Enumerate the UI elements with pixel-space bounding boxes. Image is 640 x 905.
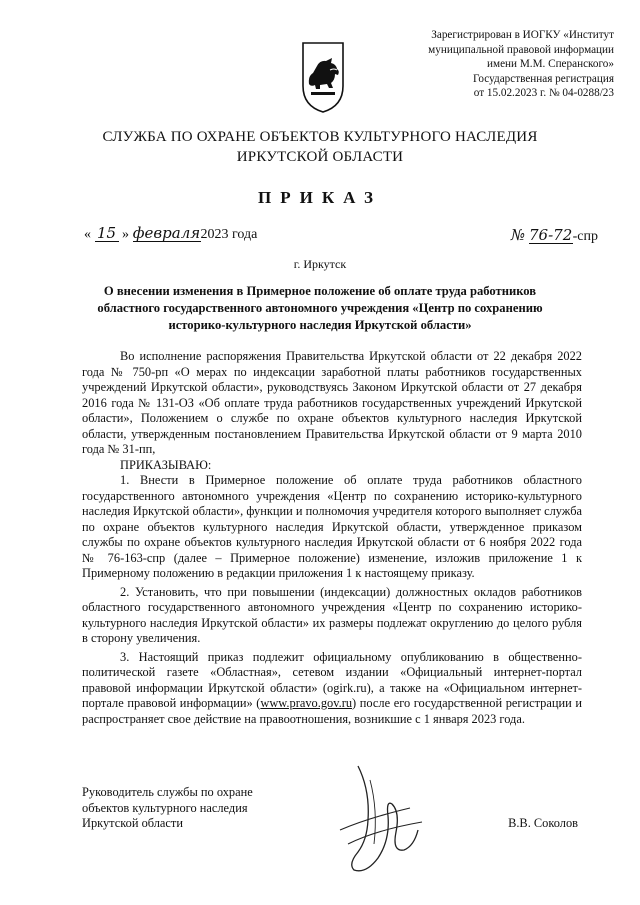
signer-position <box>82 785 253 832</box>
preamble: Во исполнение распоряжения Правительства Иркутской области от 22 декабря 2022 года № 750-рп «О мерах по индексации заработной платы работников государственных учреждений Иркутской области», руководствуясь Законом Иркутской области от 27 декабря 2016 года № 131-ОЗ «Об оплате труда работников государственных учреждений Иркутской области», Положением о службе по охране объектов культурного наследия Иркутской области, утвержденным постановлением Правительства Иркутской области от 9 марта 2010 года № 31-пп, <box>82 349 582 456</box>
item-3-text: 3. Настоящий приказ подлежит официальному опубликованию в общественно-политической газете «Областная», сетевом издании «Официальный интернет-портал правовой информации Иркутской области» (ogirk.ru), а также на «Официальном интернет-портале правовой информации» ( <box>82 649 582 710</box>
document-body <box>82 349 582 727</box>
registration-line: Зарегистрирован в ИОГКУ «Институт <box>431 29 614 41</box>
registration-line: от 15.02.2023 г. № 04-0288/23 <box>473 87 614 100</box>
date-close-quote: » <box>122 227 129 242</box>
order-word: ПРИКАЗЫВАЮ: <box>120 457 212 472</box>
item-3 <box>82 650 582 728</box>
document-title <box>60 283 580 334</box>
city: г. Иркутск <box>293 257 347 271</box>
number-sign: № <box>510 226 526 244</box>
date-month: февраля <box>132 224 201 242</box>
signer-name: В.В. Соколов <box>508 816 578 830</box>
number-value: 76-72 <box>529 226 573 244</box>
date-open-quote: « <box>84 227 91 242</box>
registration-line: Государственная регистрация <box>472 72 614 85</box>
item-1: 1. Внести в Примерное положение об оплате труда работников областного государственного автономного учреждения «Центр по сохранению историко-культурного наследия Иркутской области», функции и полномочия учредителя которого выполняет служба по охране объектов культурного наследия Иркутской области, утвержденное приказом службы по охране объектов культурного наследия Иркутской области от 6 ноября 2022 года № 76-163-спр (далее – Примерное положение) изменение, изложив приложение 1 к Примерному положению в редакции приложения 1 к настоящему приказу. <box>82 473 582 580</box>
position-line: объектов культурного наследия <box>82 800 248 815</box>
agency-region: ИРКУТСКОЙ ОБЛАСТИ <box>236 149 404 165</box>
item-2: 2. Установить, что при повышении (индексации) должностных окладов работников областного государственного автономного учреждения «Центр по сохранению историко-культурного наследия Иркутской области» их размеры подлежат округлению до целого рубля в сторону увеличения. <box>82 584 582 645</box>
order-number <box>511 226 598 245</box>
irkutsk-emblem-icon <box>300 40 346 114</box>
order-date <box>84 226 257 243</box>
item-3-text-end: ) после его государственной регистрации и распространяет свое действие на правоотношения, возникшие с 1 января 2023 года. <box>82 696 582 726</box>
position-line: Иркутской области <box>82 816 183 830</box>
title-line: О внесении изменения в Примерное положение об оплате труда работников <box>103 284 537 298</box>
title-line: областного государственного автономного учреждения «Центр по сохранению <box>97 301 543 315</box>
pravo-link[interactable]: www.pravo.gov.ru <box>260 696 353 710</box>
date-year: 2023 года <box>200 227 258 242</box>
number-suffix: -спр <box>572 229 598 244</box>
registration-line: муниципальной правовой информации <box>428 43 614 56</box>
title-line: историко-культурного наследия Иркутской области» <box>168 318 472 332</box>
registration-stamp <box>354 28 614 101</box>
signature-icon <box>318 760 438 878</box>
position-line: Руководитель службы по охране <box>82 785 253 799</box>
date-day: 15 <box>95 226 119 242</box>
registration-line: имени М.М. Сперанского» <box>487 58 614 71</box>
document-type: ПРИКАЗ <box>258 188 382 207</box>
agency-name: СЛУЖБА ПО ОХРАНЕ ОБЪЕКТОВ КУЛЬТУРНОГО НАСЛЕДИЯ <box>102 129 538 145</box>
